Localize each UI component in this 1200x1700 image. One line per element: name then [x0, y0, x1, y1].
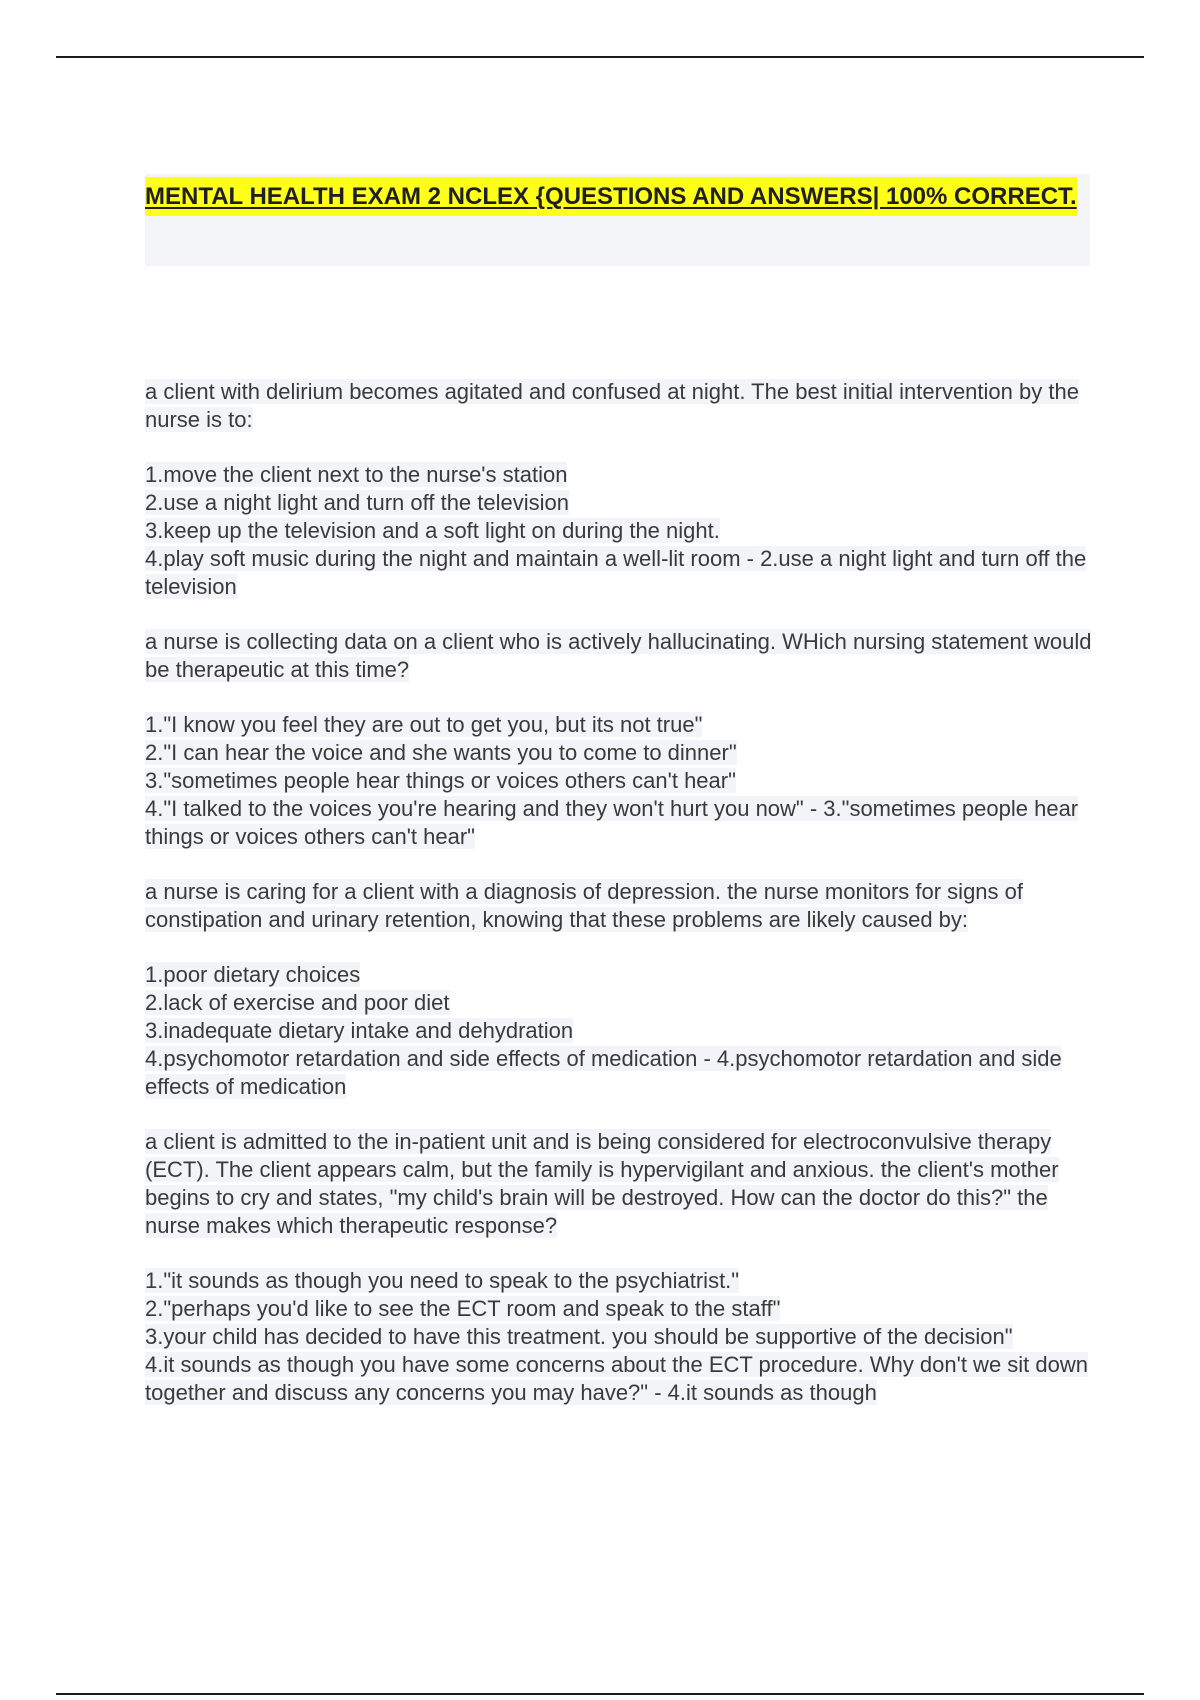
question-3	[145, 878, 1095, 1101]
answer-options	[145, 711, 1095, 851]
answer-options	[145, 461, 1095, 601]
document-title-text: MENTAL HEALTH EXAM 2 NCLEX {QUESTIONS AND ANSWERS| 100% CORRECT.	[145, 177, 1077, 216]
question-stem: a client is admitted to the in-patient unit and is being considered for electroconvulsive therapy (ECT). The client appears calm, but the family is hypervigilant and anxious. the client's mother begins to cry and states, "my child's brain will be destroyed. How can the doctor do this?" the nurse makes which therapeutic response?	[145, 1129, 1059, 1238]
answer-option: 1.move the client next to the nurse's station	[145, 462, 568, 487]
answer-option: 2.use a night light and turn off the television	[145, 490, 569, 515]
answer-option: 1."it sounds as though you need to speak to the psychiatrist."	[145, 1268, 740, 1293]
question-list	[145, 378, 1095, 1434]
answer-options	[145, 961, 1095, 1101]
answer-option: 3.keep up the television and a soft light on during the night.	[145, 518, 720, 543]
top-rule	[56, 56, 1144, 58]
answer-option: 3.inadequate dietary intake and dehydration	[145, 1018, 574, 1043]
answer-option-with-answer: 4."I talked to the voices you're hearing and they won't hurt you now" - 3."sometimes people hear things or voices others can't hear"	[145, 796, 1079, 849]
answer-option-with-answer: 4.it sounds as though you have some concerns about the ECT procedure. Why don't we sit down together and discuss any concerns you may have?" - 4.it sounds as though	[145, 1352, 1089, 1405]
answer-option-with-answer: 4.play soft music during the night and maintain a well-lit room - 2.use a night light and turn off the television	[145, 546, 1087, 599]
answer-option: 1."I know you feel they are out to get you, but its not true"	[145, 712, 703, 737]
question-stem: a nurse is collecting data on a client who is actively hallucinating. WHich nursing statement would be therapeutic at this time?	[145, 629, 1092, 682]
question-4	[145, 1128, 1095, 1407]
document-title	[145, 174, 1090, 220]
answer-option: 2.lack of exercise and poor diet	[145, 990, 450, 1015]
question-2	[145, 628, 1095, 851]
question-1	[145, 378, 1095, 601]
question-stem: a nurse is caring for a client with a diagnosis of depression. the nurse monitors for signs of constipation and urinary retention, knowing that these problems are likely caused by:	[145, 879, 1024, 932]
answer-option-with-answer: 4.psychomotor retardation and side effects of medication - 4.psychomotor retardation and side effects of medication	[145, 1046, 1062, 1099]
answer-option: 3.your child has decided to have this treatment. you should be supportive of the decision"	[145, 1324, 1013, 1349]
bottom-rule	[56, 1693, 1144, 1695]
answer-option: 3."sometimes people hear things or voices others can't hear"	[145, 768, 736, 793]
answer-option: 2."I can hear the voice and she wants you to come to dinner"	[145, 740, 737, 765]
answer-option: 2."perhaps you'd like to see the ECT room and speak to the staff"	[145, 1296, 781, 1321]
answer-option: 1.poor dietary choices	[145, 962, 361, 987]
question-stem: a client with delirium becomes agitated and confused at night. The best initial intervention by the nurse is to:	[145, 379, 1079, 432]
answer-options	[145, 1267, 1095, 1407]
title-block	[145, 174, 1090, 266]
